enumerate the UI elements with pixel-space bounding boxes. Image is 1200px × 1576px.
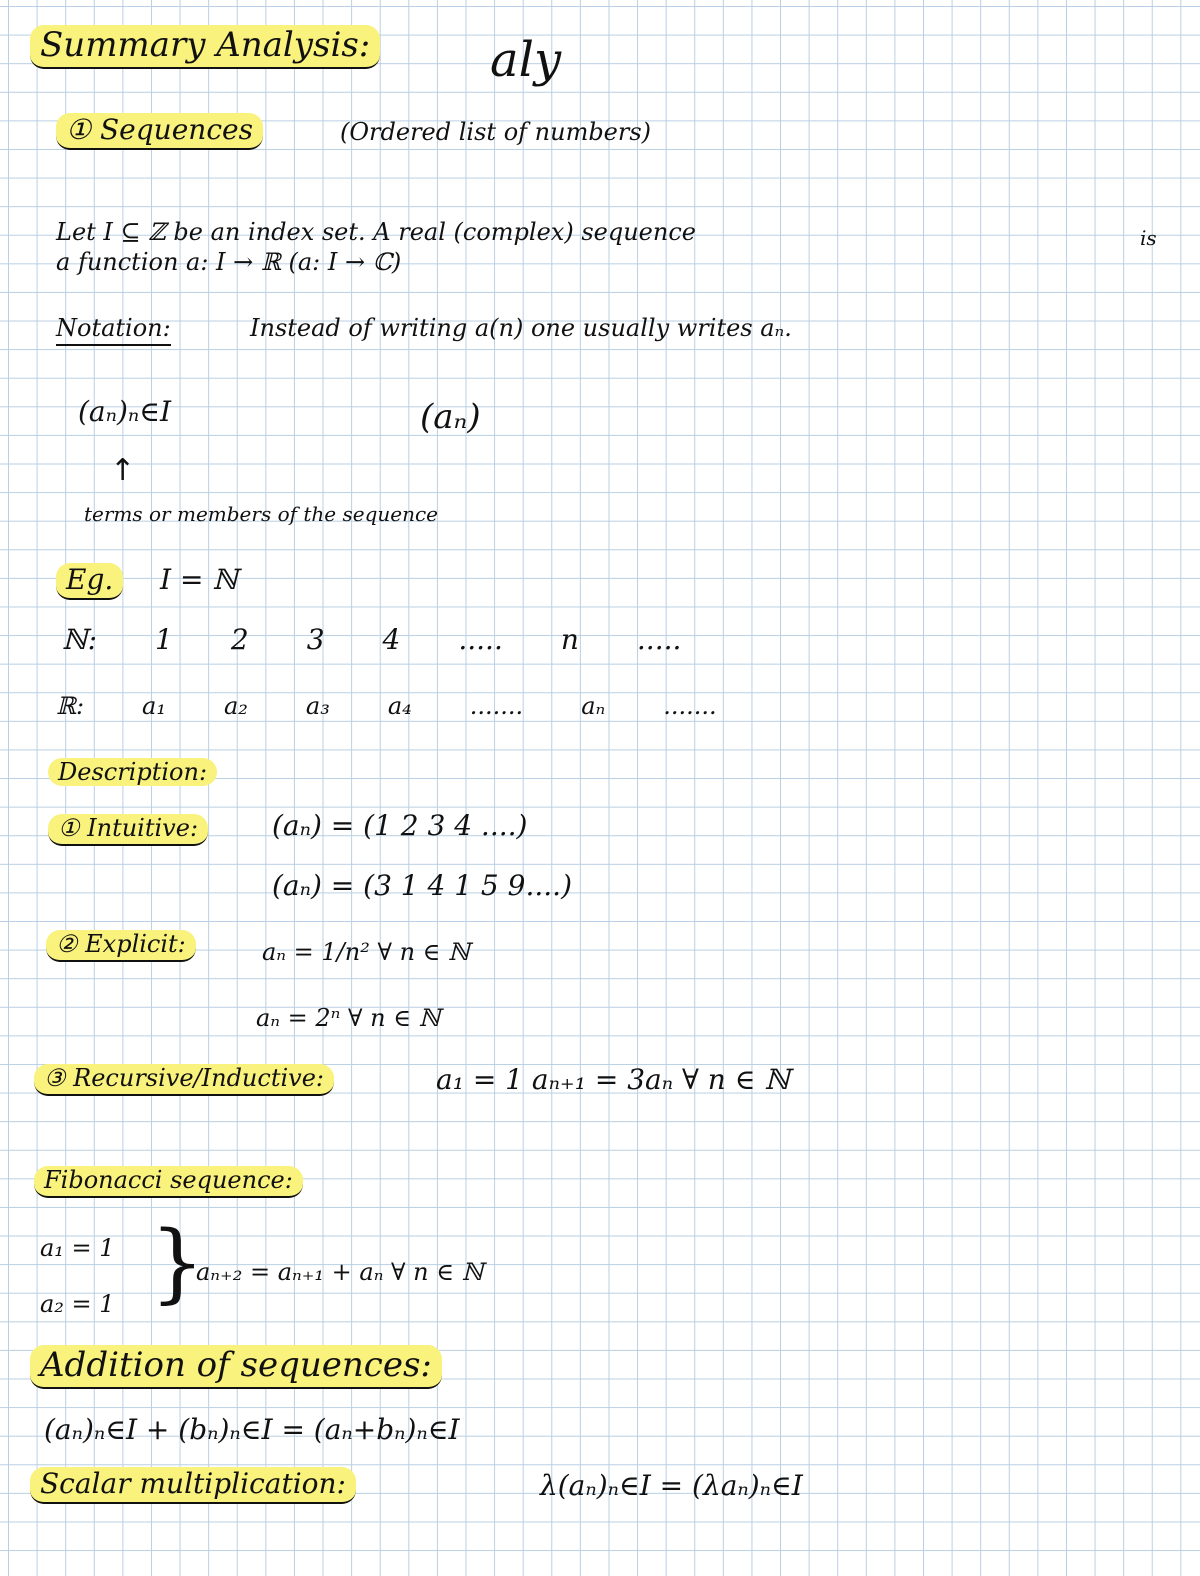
notation-text: Instead of writing a(n) one usually writes aₙ.: [250, 314, 792, 342]
page-title-text: Summary Analysis:: [30, 25, 380, 69]
terms-note: terms or members of the sequence: [84, 502, 439, 526]
reals-cell: a₃: [305, 692, 330, 720]
recursive-label: ③ Recursive/Inductive:: [34, 1066, 334, 1090]
reals-cell: .......: [469, 692, 524, 720]
definition-line-1-end: is: [1140, 226, 1157, 250]
fib-init-1: a₁ = 1: [40, 1234, 115, 1262]
reals-cell: ℝ:: [56, 692, 85, 720]
naturals-row: [62, 623, 682, 656]
reals-cell: aₙ: [581, 692, 606, 720]
reals-cell: a₁: [142, 692, 166, 720]
notation-label: Notation:: [56, 316, 171, 340]
reals-cell: a₄: [387, 692, 412, 720]
up-arrow-icon: ↑: [110, 453, 136, 488]
definition-line-1: Let I ⊆ ℤ be an index set. A real (complex) sequence: [56, 218, 696, 246]
addition-label: Addition of sequences:: [30, 1348, 442, 1382]
naturals-cell: 3: [306, 623, 325, 656]
intuitive-label: ① Intuitive:: [48, 816, 208, 840]
naturals-cell: n: [560, 623, 579, 656]
naturals-cell: ℕ:: [62, 623, 98, 656]
explicit-label: ② Explicit:: [46, 932, 196, 956]
fib-rule: aₙ₊₂ = aₙ₊₁ + aₙ ∀ n ∈ ℕ: [196, 1258, 484, 1286]
recursive-text: a₁ = 1 aₙ₊₁ = 3aₙ ∀ n ∈ ℕ: [436, 1063, 790, 1096]
notation-form-short: (aₙ): [420, 397, 481, 437]
naturals-cell: .....: [636, 623, 682, 656]
reals-row: [56, 694, 717, 718]
fibonacci-label: Fibonacci sequence:: [34, 1168, 303, 1192]
notation-form-indexed: (aₙ)ₙ∈I: [78, 395, 172, 428]
naturals-cell: 4: [382, 623, 401, 656]
reals-cell: a₂: [223, 692, 248, 720]
example-label: Eg.: [56, 566, 123, 594]
page-title: [30, 25, 380, 65]
naturals-cell: 1: [155, 623, 173, 656]
naturals-cell: 2: [230, 623, 249, 656]
definition-line-2: a function a: I → ℝ (a: I → ℂ): [56, 248, 402, 276]
reals-cell: .......: [663, 692, 717, 720]
description-label: Description:: [48, 760, 217, 784]
explicit-line-2: aₙ = 2ⁿ ∀ n ∈ ℕ: [256, 1004, 441, 1032]
naturals-cell: .....: [458, 623, 503, 656]
intuitive-line-1: (aₙ) = (1 2 3 4 ....): [272, 809, 528, 842]
brace-icon: }: [150, 1213, 205, 1313]
explicit-line-1: aₙ = 1/n² ∀ n ∈ ℕ: [262, 938, 470, 966]
example-text: I = ℕ: [160, 563, 238, 596]
addition-formula: (aₙ)ₙ∈I + (bₙ)ₙ∈I = (aₙ+bₙ)ₙ∈I: [44, 1413, 460, 1446]
signature: aly: [490, 32, 562, 88]
section-heading-sequences: ① Sequences: [56, 116, 263, 144]
section-subtitle: (Ordered list of numbers): [340, 118, 652, 146]
intuitive-line-2: (aₙ) = (3 1 4 1 5 9....): [272, 869, 572, 902]
scalar-formula: λ(aₙ)ₙ∈I = (λaₙ)ₙ∈I: [540, 1469, 803, 1502]
fib-init-2: a₂ = 1: [40, 1290, 115, 1318]
scalar-label: Scalar multiplication:: [30, 1470, 356, 1498]
